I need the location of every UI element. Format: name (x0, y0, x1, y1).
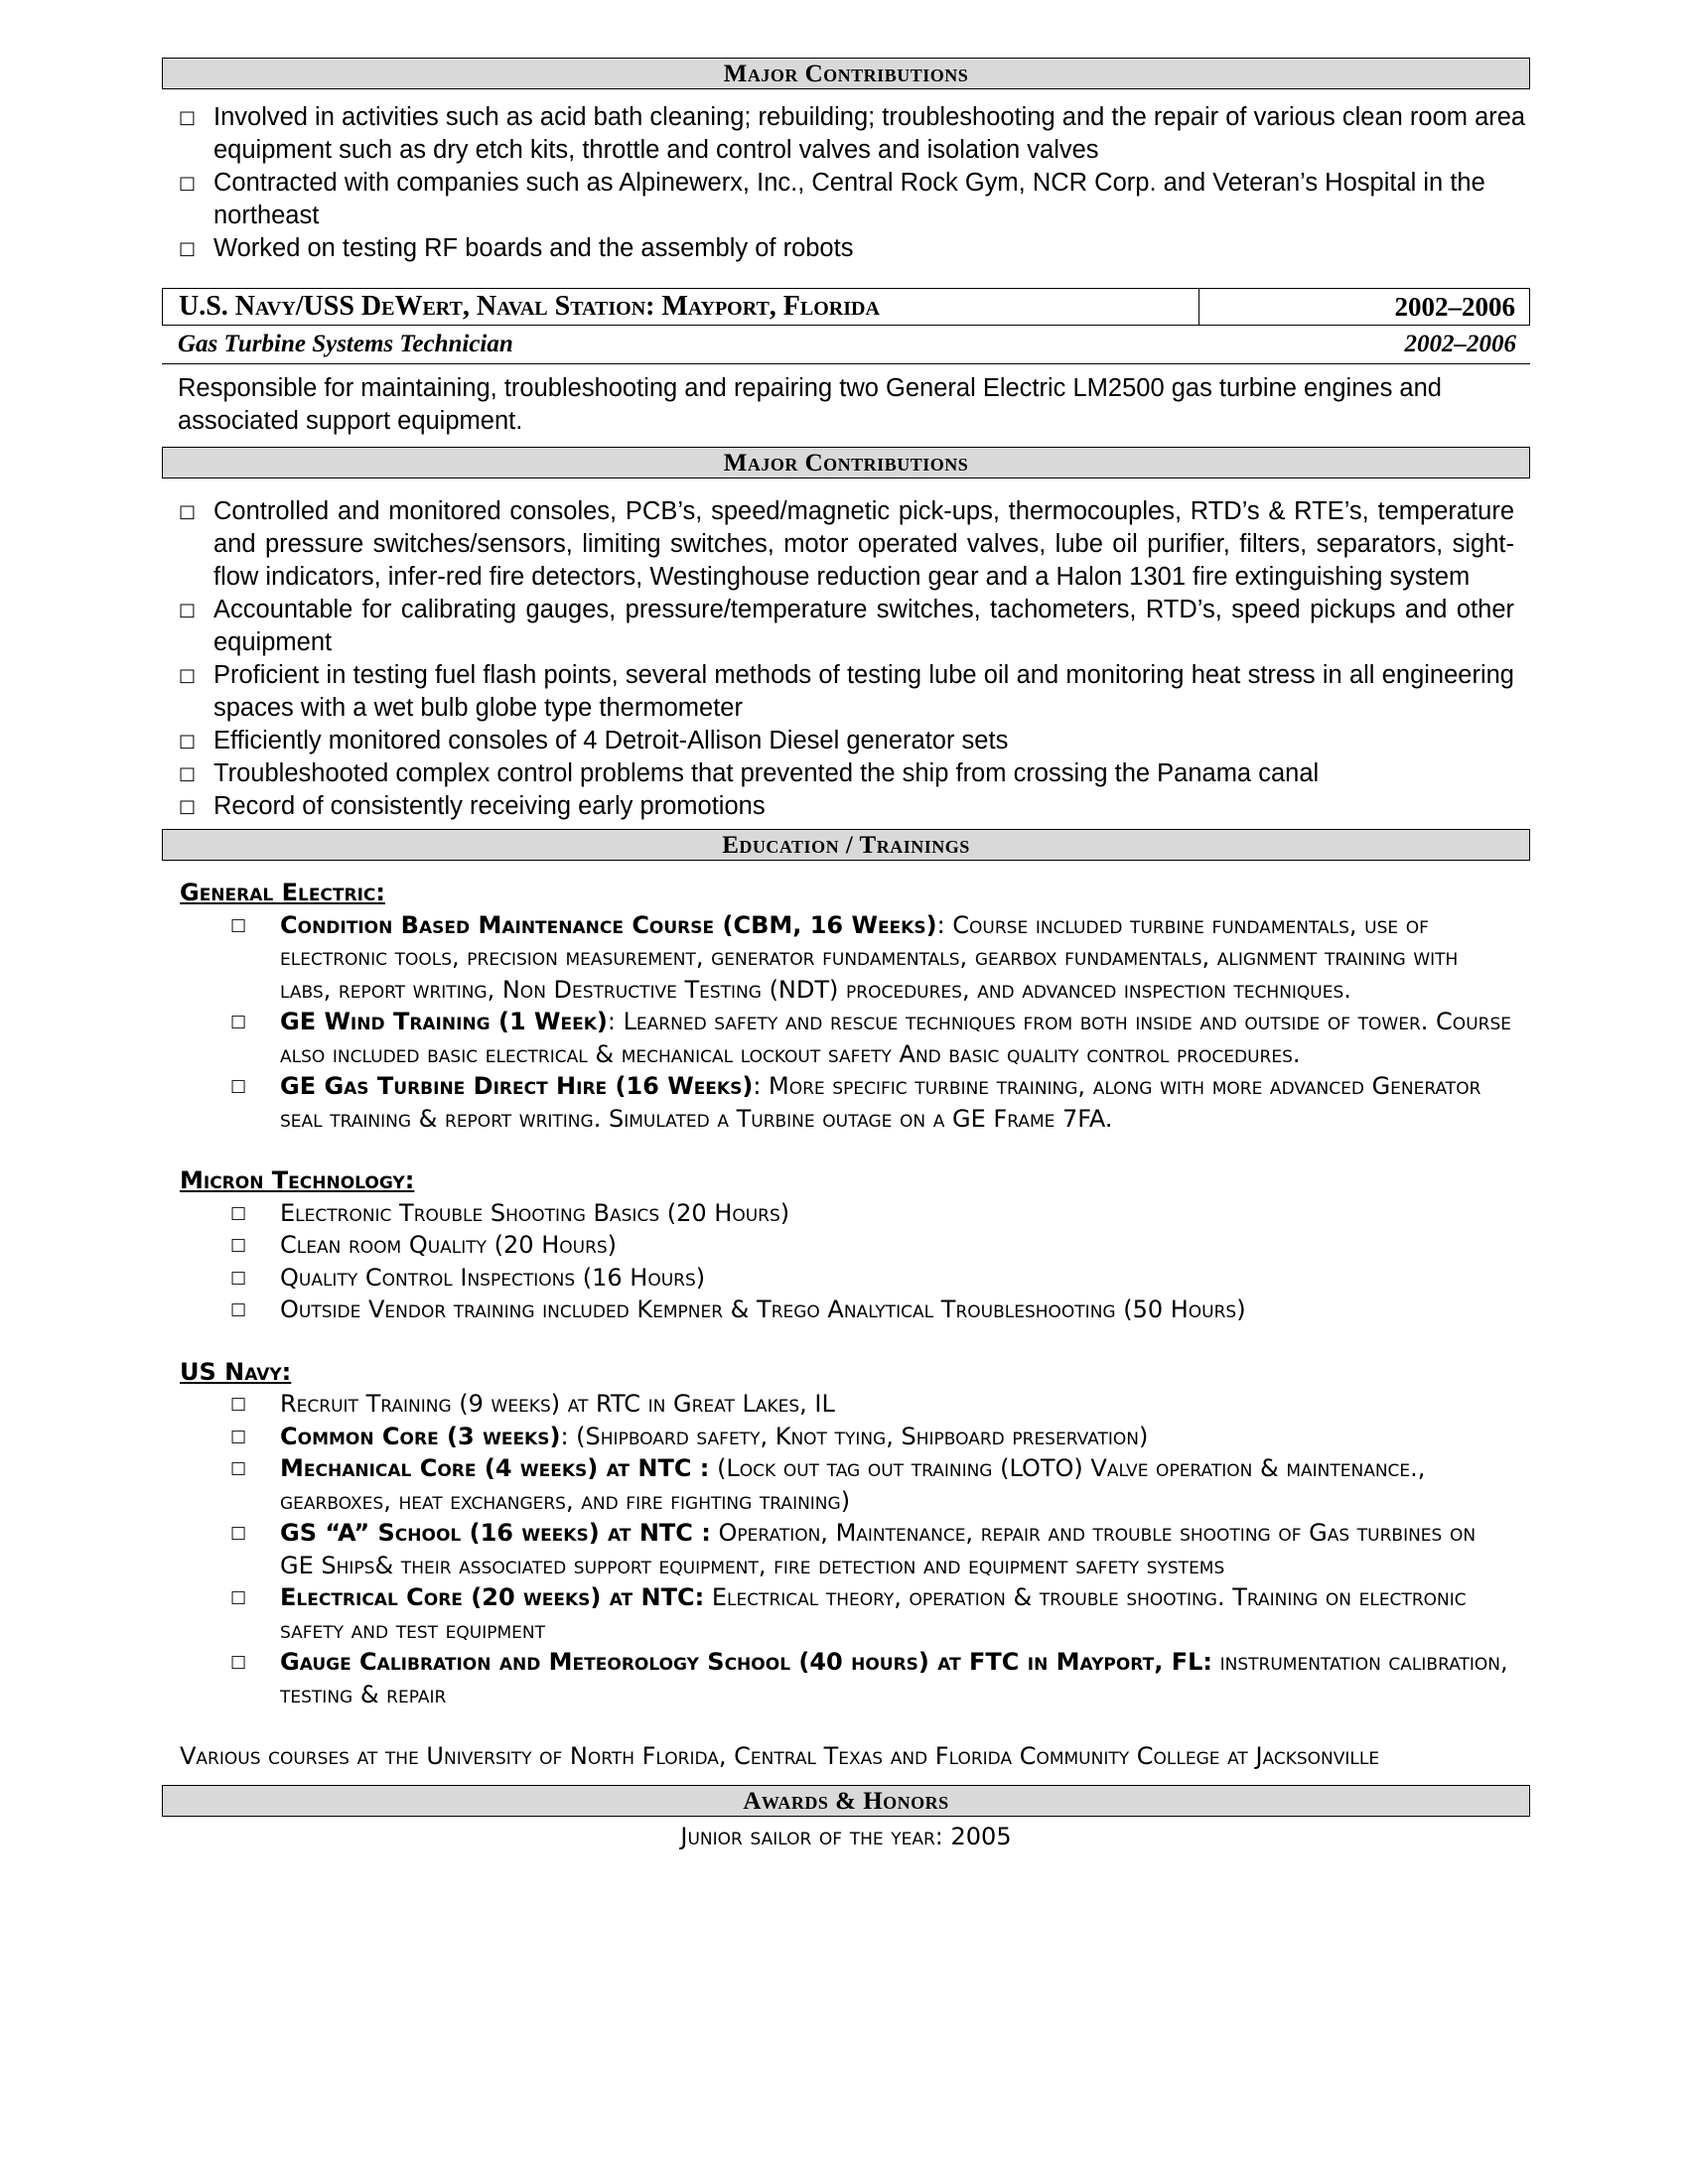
bullet-box-icon: □ (230, 1394, 247, 1414)
bullet-box-icon: □ (230, 1267, 247, 1288)
bullet-box-icon: □ (230, 1235, 247, 1255)
list-item: □ Quality Control Inspections (16 Hours) (162, 1262, 1530, 1295)
employer-dates: 2002–2006 (1394, 292, 1515, 322)
bullet-box-icon: □ (179, 238, 197, 259)
bullet-box-icon: □ (179, 796, 197, 817)
list-item: □ Recruit Training (9 weeks) at RTC in Great Lakes, IL (162, 1388, 1530, 1421)
list-item: □ Proficient in testing fuel flash points, several methods of testing lube oil and monitoring heat stress in all engineering spaces with a wet bulb globe type thermometer (179, 661, 1514, 722)
bullet-box-icon: □ (230, 1426, 247, 1446)
education-block (162, 877, 1530, 1773)
award-item: Junior sailor of the year: 2005 (680, 1822, 1012, 1850)
bullet-box-icon: □ (179, 600, 197, 620)
bullet-box-icon: □ (230, 1652, 247, 1672)
section-heading-major-contributions-1: Major Contributions (162, 58, 1530, 89)
bullet-box-icon: □ (179, 665, 197, 686)
section-heading-education: Education / Trainings (162, 829, 1530, 861)
list-item: □ GE Wind Training (1 Week): Learned safety and rescue techniques from both inside and outside of tower. Course also included basic electrical & mechanical lockout safety And basic quality control procedures. (230, 1008, 1511, 1068)
contributions-list-2 (162, 495, 1530, 823)
list-item: □ Gauge Calibration and Meteorology School (40 hours) at FTC in Mayport, FL: instrumentation calibration, testing & repair (230, 1648, 1508, 1708)
list-item: □ Troubleshooted complex control problems that prevented the ship from crossing the Panama canal (162, 757, 1514, 790)
list-item: □ Mechanical Core (4 weeks) at NTC : (Lock out tag out training (LOTO) Valve operation & maintenance., gearboxes, heat exchangers, and fire fighting training) (230, 1454, 1426, 1515)
list-item: □ Accountable for calibrating gauges, pressure/temperature switches, tachometers, RTD’s, speed pickups and other equipment (179, 596, 1514, 656)
bullet-box-icon: □ (179, 107, 197, 128)
list-item: □ Clean room Quality (20 Hours) (162, 1229, 1530, 1262)
list-item: □ Involved in activities such as acid bath cleaning; rebuilding; troubleshooting and the repair of various clean room area equipment such as dry etch kits, throttle and control valves and isolation valves (179, 103, 1526, 164)
list-item: □ Outside Vendor training included Kempner & Trego Analytical Troubleshooting (50 Hours) (162, 1294, 1530, 1326)
list-item: □ Record of consistently receiving early promotions (162, 790, 1514, 823)
bullet-box-icon: □ (230, 1523, 247, 1543)
section-heading-awards: Awards & Honors (162, 1785, 1530, 1817)
list-item: □ GE Gas Turbine Direct Hire (16 Weeks): More specific turbine training, along with more advanced Generator seal training & report writing. Simulated a Turbine outage on a GE Frame 7FA. (230, 1072, 1481, 1133)
bullet-box-icon: □ (179, 731, 197, 751)
list-item: □ Condition Based Maintenance Course (CBM, 16 Weeks): Course included turbine fundamentals, use of electronic tools, precision measurement, generator fundamentals, gearbox fundamentals, alignment training with labs, report writing, Non Destructive Testing (NDT) procedures, and advanced inspection techniques. (230, 910, 1459, 1004)
bullet-box-icon: □ (179, 173, 197, 194)
list-item: □ GS “A” School (16 weeks) at NTC : Operation, Maintenance, repair and trouble shooting of Gas turbines on GE Ships& their associated support equipment, fire detection and equipment safety systems (230, 1519, 1477, 1579)
job-summary: Responsible for maintaining, troubleshooting and repairing two General Electric LM2500 gas turbine engines and associated support equipment. (178, 374, 1442, 435)
list-item: □ Common Core (3 weeks): (Shipboard safety, Knot tying, Shipboard preservation) (162, 1421, 1530, 1453)
bullet-box-icon: □ (230, 1202, 247, 1223)
job-title-row (162, 326, 1530, 364)
navy-heading: US Navy: (180, 1357, 292, 1386)
bullet-box-icon: □ (179, 763, 197, 784)
job-title-dates: 2002–2006 (1404, 331, 1516, 357)
list-item: □ Electronic Trouble Shooting Basics (20 Hours) (162, 1197, 1530, 1230)
ge-course-list (162, 909, 1530, 1136)
bullet-box-icon: □ (230, 914, 247, 935)
navy-course-list (162, 1388, 1530, 1710)
job-title: Gas Turbine Systems Technician (178, 331, 513, 357)
micron-course-list (162, 1197, 1530, 1326)
bullet-box-icon: □ (230, 1458, 247, 1478)
bullet-box-icon: □ (230, 1299, 247, 1319)
list-item: □ Controlled and monitored consoles, PCB’s, speed/magnetic pick-ups, thermocouples, RTD’s & RTE’s, temperature and pressure switches/sensors, limiting switches, motor operated valves, lube oil purifier, filters, separators, sight-flow indicators, infer-red fire detectors, Westinghouse reduction gear and a Halon 1301 fire extinguishing system (179, 497, 1514, 591)
list-item: □ Worked on testing RF boards and the assembly of robots (162, 232, 1530, 265)
employer-row (162, 288, 1530, 326)
bullet-box-icon: □ (230, 1012, 247, 1031)
bullet-box-icon: □ (230, 1076, 247, 1096)
list-item: □ Contracted with companies such as Alpinewerx, Inc., Central Rock Gym, NCR Corp. and Veteran’s Hospital in the northeast (179, 169, 1485, 229)
resume-page (162, 58, 1530, 1852)
bullet-box-icon: □ (179, 501, 197, 522)
bullet-box-icon: □ (230, 1587, 247, 1607)
section-heading-major-contributions-2: Major Contributions (162, 447, 1530, 478)
employer-name: U.S. Navy/USS DeWert, Naval Station: Mayport, Florida (163, 289, 1199, 325)
other-courses: Various courses at the University of North Florida, Central Texas and Florida Community College at Jacksonville (180, 1742, 1380, 1770)
ge-heading: General Electric: (180, 879, 385, 906)
micron-heading: Micron Technology: (180, 1166, 415, 1194)
list-item: □ Efficiently monitored consoles of 4 Detroit-Allison Diesel generator sets (162, 725, 1514, 757)
list-item: □ Electrical Core (20 weeks) at NTC: Electrical theory, operation & trouble shooting. Training on electronic safety and test equipment (230, 1583, 1467, 1644)
contributions-list-1 (162, 101, 1530, 265)
